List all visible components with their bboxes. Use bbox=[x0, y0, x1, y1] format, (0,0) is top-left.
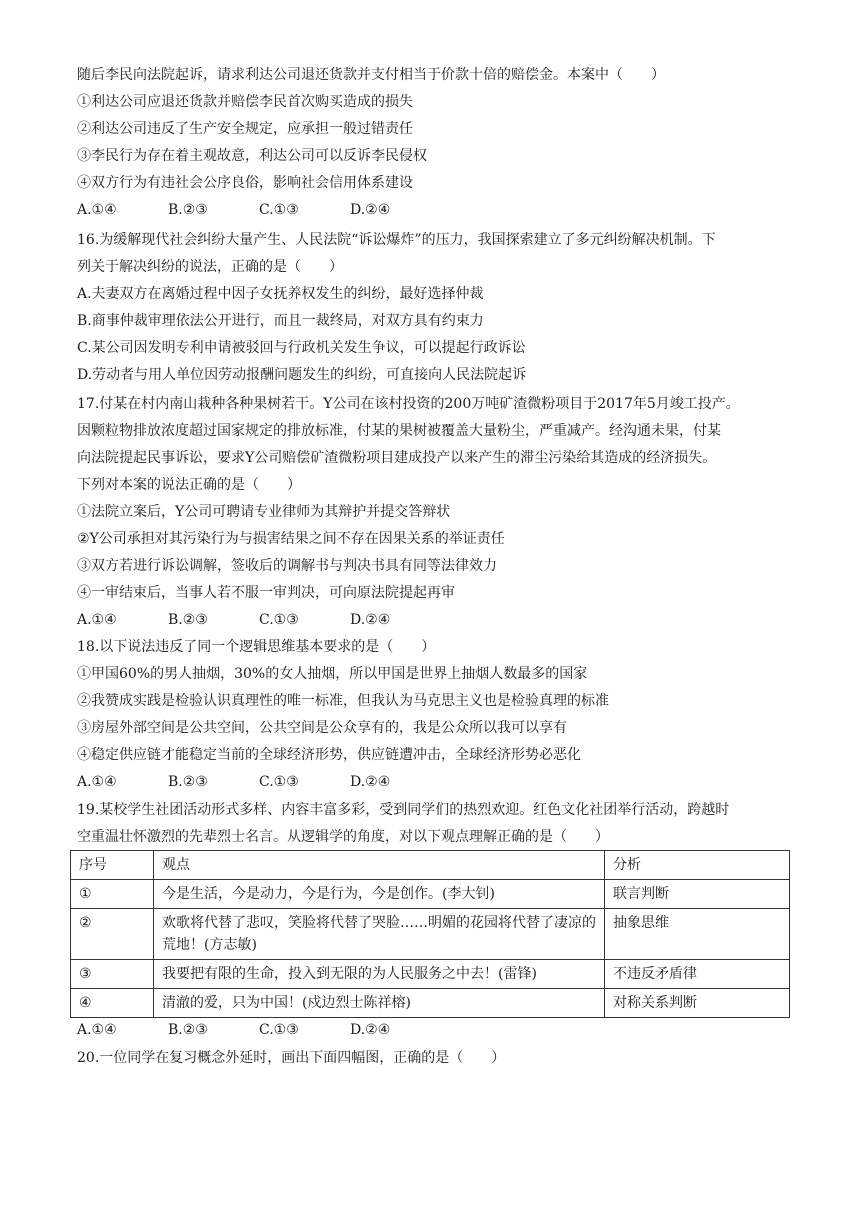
q16-choice-c: C.某公司因发明专利申请被驳回与行政机关发生争议，可以提起行政诉讼 bbox=[77, 340, 526, 356]
option-c: C.①③ bbox=[259, 774, 299, 790]
option-b: B.②③ bbox=[168, 1022, 208, 1038]
option-d: D.②④ bbox=[350, 202, 391, 218]
table-row bbox=[71, 960, 790, 989]
q16-stem-line2: 列关于解决纠纷的说法，正确的是（ ） bbox=[77, 259, 343, 275]
table-header-row bbox=[71, 851, 790, 880]
header-cell-view: 观点 bbox=[154, 851, 605, 880]
q19-stem-line1: 19.某校学生社团活动形式多样、内容丰富多彩，受到同学们的热烈欢迎。红色文化社团举行活动，跨越时 bbox=[77, 802, 730, 818]
option-d: D.②④ bbox=[350, 612, 391, 628]
intro-item-4: ④双方行为有违社会公序良俗，影响社会信用体系建设 bbox=[77, 175, 413, 191]
table-cell: 我要把有限的生命，投入到无限的为人民服务之中去！(雷锋) bbox=[154, 960, 605, 989]
option-a: A.①④ bbox=[77, 774, 117, 790]
option-d: D.②④ bbox=[350, 774, 391, 790]
q17-item-4: ④一审结束后，当事人若不服一审判决，可向原法院提起再审 bbox=[77, 585, 455, 601]
q18-item-2: ②我赞成实践是检验认识真理性的唯一标准，但我认为马克思主义也是检验真理的标准 bbox=[77, 693, 609, 709]
q17-stem-line4: 下列对本案的说法正确的是（ ） bbox=[77, 477, 301, 493]
q18-item-3: ③房屋外部空间是公共空间，公共空间是公众享有的，我是公众所以我可以享有 bbox=[77, 720, 567, 736]
option-a: A.①④ bbox=[77, 612, 117, 628]
table-cell: ① bbox=[71, 880, 154, 909]
option-a: A.①④ bbox=[77, 1022, 117, 1038]
table-row bbox=[71, 909, 790, 960]
table-cell: 不违反矛盾律 bbox=[605, 960, 790, 989]
table-row bbox=[71, 880, 790, 909]
q17-item-1: ①法院立案后，Y公司可聘请专业律师为其辩护并提交答辩状 bbox=[77, 504, 451, 520]
q16-choice-a: A.夫妻双方在离婚过程中因子女抚养权发生的纠纷，最好选择仲裁 bbox=[77, 286, 484, 302]
intro-options bbox=[77, 199, 441, 221]
table-cell: 对称关系判断 bbox=[605, 989, 790, 1018]
option-a: A.①④ bbox=[77, 202, 117, 218]
q17-item-3: ③双方若进行诉讼调解，签收后的调解书与判决书具有同等法律效力 bbox=[77, 558, 497, 574]
table-cell: 今是生活，今是动力，今是行为，今是创作。(李大钊) bbox=[154, 880, 605, 909]
q18-item-4: ④稳定供应链才能稳定当前的全球经济形势，供应链遭冲击，全球经济形势必恶化 bbox=[77, 747, 581, 763]
q17-item-2: ②Y公司承担对其污染行为与损害结果之间不存在因果关系的举证责任 bbox=[77, 531, 505, 547]
intro-item-1: ①利达公司应退还货款并赔偿李民首次购买造成的损失 bbox=[77, 94, 413, 110]
table-cell: ② bbox=[71, 909, 154, 960]
table-cell: ③ bbox=[71, 960, 154, 989]
q19-options bbox=[77, 1019, 441, 1041]
q16-stem-line1: 16.为缓解现代社会纠纷大量产生、人民法院“诉讼爆炸”的压力，我国探索建立了多元纠纷解决机制。下 bbox=[77, 232, 716, 248]
q17-stem-line3: 向法院提起民事诉讼，要求Y公司赔偿矿渣微粉项目建成投产以来产生的滞尘污染给其造成的经济损失。 bbox=[77, 450, 717, 466]
intro-item-2: ②利达公司违反了生产安全规定，应承担一般过错责任 bbox=[77, 121, 413, 137]
intro-item-3: ③李民行为存在着主观故意，利达公司可以反诉李民侵权 bbox=[77, 148, 427, 164]
q18-item-1: ①甲国60%的男人抽烟，30%的女人抽烟，所以甲国是世界上抽烟人数最多的国家 bbox=[77, 666, 588, 682]
option-d: D.②④ bbox=[350, 1022, 391, 1038]
option-b: B.②③ bbox=[168, 612, 208, 628]
option-c: C.①③ bbox=[259, 1022, 299, 1038]
option-b: B.②③ bbox=[168, 774, 208, 790]
q18-options bbox=[77, 771, 441, 793]
header-cell-analysis: 分析 bbox=[605, 851, 790, 880]
table-cell: 联言判断 bbox=[605, 880, 790, 909]
q20-stem: 20.一位同学在复习概念外延时，画出下面四幅图，正确的是（ ） bbox=[77, 1050, 506, 1066]
q19-table bbox=[70, 850, 790, 1018]
q18-stem: 18.以下说法违反了同一个逻辑思维基本要求的是（ ） bbox=[77, 639, 436, 655]
option-b: B.②③ bbox=[168, 202, 208, 218]
q16-choice-b: B.商事仲裁审理依法公开进行，而且一裁终局，对双方具有约束力 bbox=[77, 313, 484, 329]
q19-stem-line2: 空重温壮怀激烈的先辈烈士名言。从逻辑学的角度，对以下观点理解正确的是（ ） bbox=[77, 829, 609, 845]
q17-options bbox=[77, 609, 441, 631]
header-cell-index: 序号 bbox=[71, 851, 154, 880]
table-cell: 清澈的爱，只为中国！(戍边烈士陈祥榕) bbox=[154, 989, 605, 1018]
table-cell: 欢歌将代替了悲叹，笑脸将代替了哭脸……明媚的花园将代替了凄凉的荒地！(方志敏) bbox=[154, 909, 605, 960]
intro-stem: 随后李民向法院起诉，请求利达公司退还货款并支付相当于价款十倍的赔偿金。本案中（ ） bbox=[77, 67, 665, 83]
q17-stem-line1: 17.付某在村内南山栽种各种果树若干。Y公司在该村投资的200万吨矿渣微粉项目于2017年5月竣工投产。 bbox=[77, 396, 740, 412]
table-cell: ④ bbox=[71, 989, 154, 1018]
q17-stem-line2: 因颗粒物排放浓度超过国家规定的排放标准，付某的果树被覆盖大量粉尘，严重减产。经沟通未果，付某 bbox=[77, 423, 721, 439]
table-row bbox=[71, 989, 790, 1018]
table-cell: 抽象思维 bbox=[605, 909, 790, 960]
q16-choice-d: D.劳动者与用人单位因劳动报酬问题发生的纠纷，可直接向人民法院起诉 bbox=[77, 367, 527, 383]
option-c: C.①③ bbox=[259, 612, 299, 628]
option-c: C.①③ bbox=[259, 202, 299, 218]
